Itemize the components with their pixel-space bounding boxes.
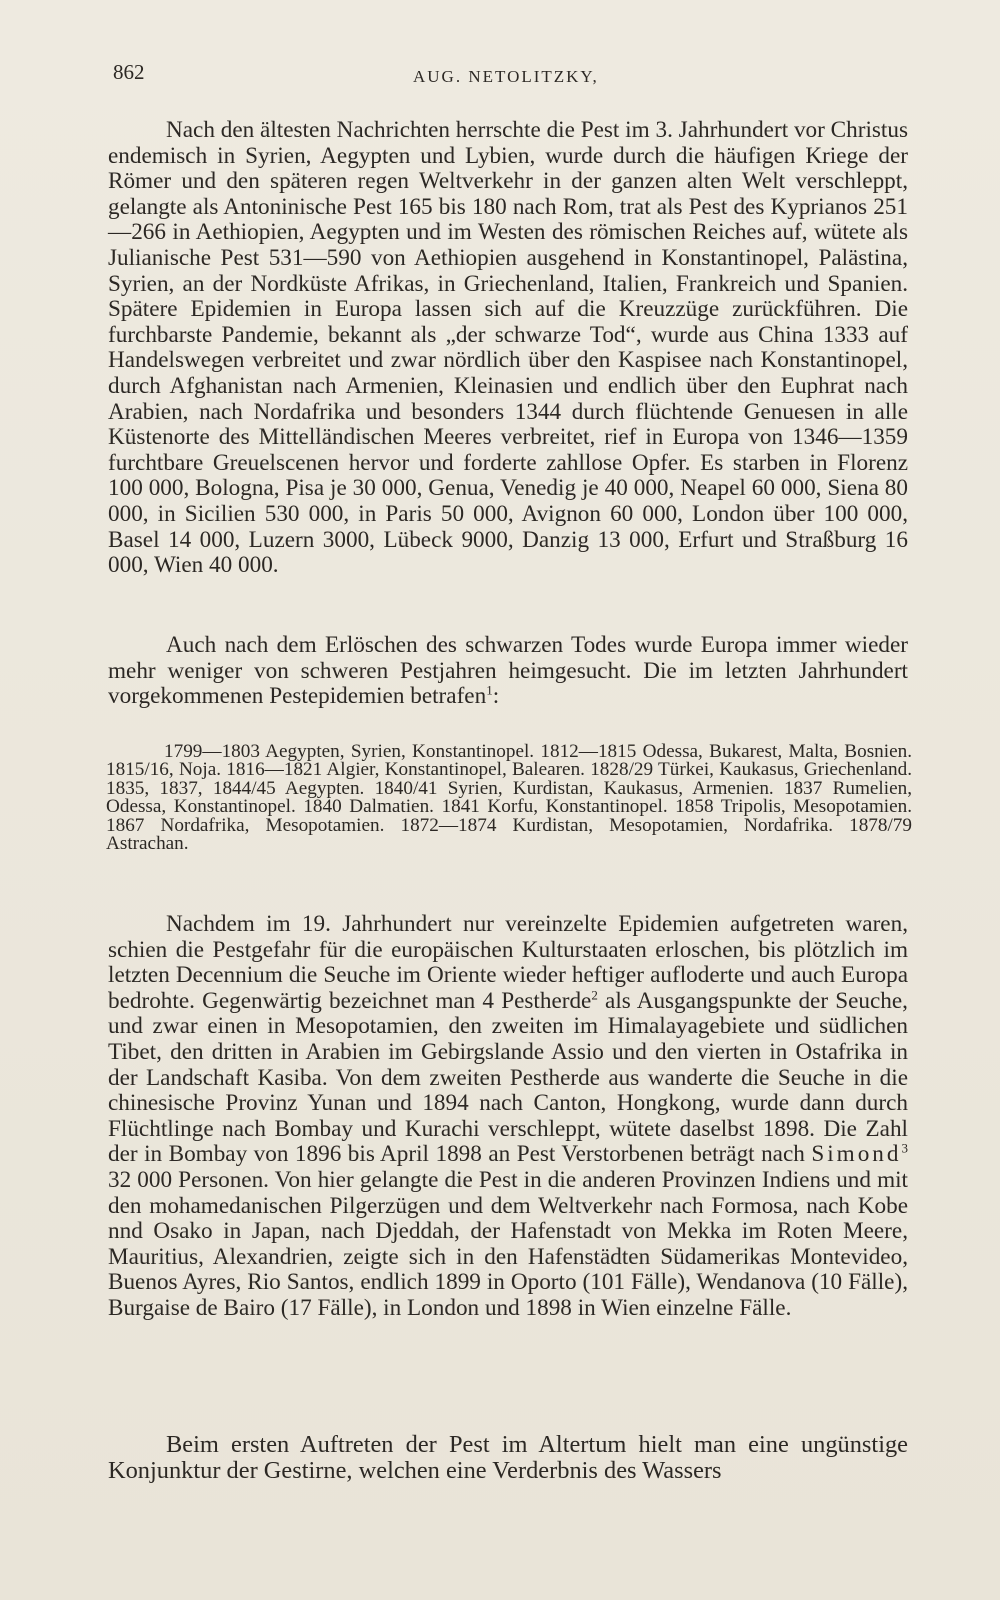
paragraph-plague-foci: [108, 912, 908, 1322]
paragraph-text-b: als Ausgangspunkte der Seuche, und zwar einen in Mesopotamien, den zweiten im Himalayagebiete und südlichen Tibet, den dritten in Arabien im Gebirgslande Assio und den vierten in Ostafrika in der Landschaft Kasiba. Von dem zweiten Pestherde aus wanderte die Seuche in die chinesische Provinz Yunan und 1894 nach Canton, Hongkong, wurde dann durch Flüchtlinge nach Bombay und Kurachi verschleppt, wütete daselbst 1898. Die Zahl der in Bombay von 1896 bis April 1898 an Pest Verstorbenen beträgt nach: [108, 987, 908, 1168]
paragraph-text: Auch nach dem Erlöschen des schwarzen Todes wurde Europa immer wieder mehr weniger von schweren Pestjahren heimgesucht. Die im letzten Jahrhundert vorgekommenen Pestepidemien betrafen: [108, 632, 908, 710]
paragraph-text-c: 32 000 Personen. Von hier gelangte die Pest in die anderen Provinzen Indiens und mit den mohamedanischen Pilgerzügen und dem Weltverkehr nach Formosa, nach Kobe nnd Osako in Japan, nach Djeddah, der Hafenstadt von Mekka im Roten Meere, Mauritius, Alexandrien, zeigte sich in den Hafenstädten Südamerikas Montevideo, Buenos Ayres, Rio Santos, endlich 1899 in Oporto (101 Fälle), Wendanova (10 Fälle), Burgaise de Bairo (17 Fälle), in London und 1898 in Wien einzelne Fälle.: [108, 1166, 908, 1321]
footnote-marker-1: 1: [486, 682, 493, 698]
paragraph-antiquity: Beim ersten Auftreten der Pest im Altertum hielt man eine ungünstige Konjunktur der Gestirne, welchen eine Verderbnis des Wassers: [108, 1431, 908, 1485]
paragraph-block-2: [108, 633, 908, 710]
running-head: AUG. NETOLITZKY,: [413, 67, 599, 86]
footnote-text: 1799—1803 Aegypten, Syrien, Konstantinopel. 1812—1815 Odessa, Bukarest, Malta, Bosnien. 1815/16, Noja. 1816—1821 Algier, Konstantinopel, Balearen. 1828/29 Türkei, Kaukasus, Griechenland. 1835, 1837, 1844/45 Aegypten. 1840/41 Syrien, Kurdistan, Kaukasus, Armenien. 1837 Rumelien, Odessa, Konstantinopel. 1840 Dalmatien. 1841 Korfu, Konstantinopel. 1858 Tripolis, Mesopotamien. 1867 Nordafrika, Mesopotamien. 1872—1874 Kurdistan, Mesopotamien, Nordafrika. 1878/79 Astrachan.: [106, 741, 912, 855]
paragraph-text-end: :: [492, 683, 500, 710]
epidemic-list-footnote: [106, 743, 912, 853]
footnote-marker-3: 3: [901, 1140, 908, 1156]
page-header: [113, 60, 908, 90]
paragraph-black-death: Nach den ältesten Nachrichten herrschte die Pest im 3. Jahrhundert vor Christus endemisch in Syrien, Aegypten und Lybien, wurde durch die häufigen Kriege der Römer und den späteren regen Weltverkehr in der ganzen alten Welt verschleppt, gelangte als Antoninische Pest 165 bis 180 nach Rom, trat als Pest des Kyprianos 251—266 in Aethiopien, Aegypten und im Westen des römischen Reiches auf, wütete als Julianische Pest 531—590 von Aethiopien ausgehend in Konstantinopel, Palästina, Syrien, an der Nordküste Afrikas, in Griechenland, Italien, Frankreich und Spanien. Spätere Epidemien in Europa lassen sich auf die Kreuzzüge zurückführen. Die furchbarste Pandemie, bekannt als „der schwarze Tod“, wurde aus China 1333 auf Handelswegen verbreitet und zwar nördlich über den Kaspisee nach Konstantinopel, durch Afghanistan nach Armenien, Kleinasien und endlich über den Euphrat nach Arabien, nach Nordafrika und besonders 1344 durch flüchtende Genuesen in alle Küstenorte des Mittelländischen Meeres verbreitet, rief in Europa von 1346—1359 furchtbare Greuelscenen hervor und forderte zahllose Opfer. Es starben in Florenz 100 000, Bologna, Pisa je 30 000, Genua, Venedig je 40 000, Neapel 60 000, Siena 80 000, in Sicilien 530 000, in Paris 50 000, Avignon 60 000, London über 100 000, Basel 14 000, Luzern 3000, Lübeck 9000, Danzig 13 000, Erfurt und Straßburg 16 000, Wien 40 000.: [108, 117, 908, 579]
paragraph-later-epidemics: [108, 633, 908, 710]
footnote-marker-2: 2: [591, 987, 598, 1003]
paragraph-block-3: [108, 912, 908, 1322]
author-name-simond: Simond: [811, 1141, 902, 1168]
paragraph-block-4: [108, 1432, 908, 1485]
paragraph-block-1: [108, 118, 908, 579]
paragraph-text-a: Nachdem im 19. Jahrhundert nur vereinzelte Epidemien aufgetreten waren, schien die Pestgefahr für die europäischen Kulturstaaten erloschen, bis plötzlich im letzten Decennium die Seuche im Oriente wieder heftiger aufloderte und auch Europa bedrohte. Gegenwärtig bezeichnet man 4 Pestherde: [108, 911, 908, 1014]
page-number: 862: [113, 60, 145, 84]
